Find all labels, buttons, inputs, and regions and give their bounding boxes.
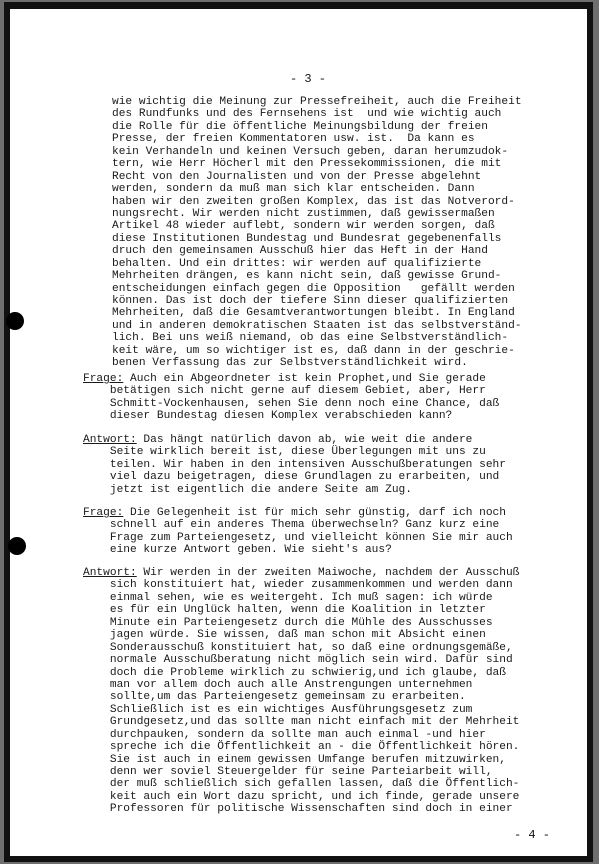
text-line: normale Ausschußberatung nicht möglich sein wird. Dafür sind [83,654,513,667]
text-line: durchpauken, sondern da sollte man auch einmal -und hier [83,728,486,741]
text-line: die Rolle für die öffentliche Meinungsbildung der freien [112,120,488,133]
text-line: Grundgesetz,und das sollte man nicht einfach mit der Mehrheit [83,716,520,729]
text-line: tern, wie Herr Höcherl mit den Pressekommissionen, die mit [112,158,502,171]
text-line [83,567,519,579]
text-line: jetzt ist eigentlich die andere Seite am Zug. [83,483,412,496]
text-line: behalten. Und ein drittes: wir werden auf qualifizierte [112,257,482,270]
text-line: es für ein Unglück halten, wenn die Koalition in letzter [83,604,486,617]
text-line: sollte,um das Parteiengesetz gemeinsam zu erarbeiten. [83,691,466,704]
text-line [83,434,506,446]
scan-border-left [4,2,10,862]
text-line: Recht von den Journalisten und von der Presse abgelehnt [112,170,482,183]
text-line: nungsrecht. Wir werden nicht zustimmen, daß gewissermaßen [112,207,495,220]
text-line: Artikel 48 wieder auflebt, sondern wir werden sorgen, daß [112,220,495,233]
text-line: spreche ich die Öffentlichkeit an - die Öffentlichkeit hören. [83,741,520,754]
intro-paragraph [112,96,522,370]
text-line: einmal sehen, wie es weitergeht. Ich muß sagen: ich würde [83,591,493,604]
text-line: diese Institutionen Bundestag und Bundesrat gegebenenfalls [112,232,502,245]
text-line: Schließlich ist es ein wichtiges Ausführungsgesetz zum [83,703,473,716]
text-line: lich. Bei uns weiß niemand, ob das eine Selbstverständlich- [112,332,509,345]
punch-hole-lower [8,537,26,555]
speaker-label-frage: Frage: [83,507,124,519]
text-line: Sonderausschuß konstituiert hat, so daß eine ordnungsgemäße, [83,641,513,654]
text-line: Schmitt-Vockenhausen, sehen Sie denn noch eine Chance, daß [83,397,500,410]
text-line: Frage zum Parteiengesetz, und vielleicht können Sie mir auch [83,531,513,544]
page-number: - 3 - [290,72,327,86]
text-line: des Rundfunks und des Fernsehens ist und wie wichtig auch [112,108,502,121]
scan-border-right [587,2,593,862]
question-block [83,373,499,423]
text-line: benen Verfassung das zur Selbstverständlichkeit wird. [112,357,468,370]
text-line: Sie ist auch in einem gewissen Umfange berufen mitzuwirken, [83,753,506,766]
text-line: kein Verhandeln und keinen Versuch geben, daran herumzudok- [112,145,509,158]
text-line: keit auch ein Wort dazu spricht, und ich finde, gerade unsere [83,790,520,803]
text-line-content: Die Gelegenheit ist für mich sehr günstig, darf ich noch [123,507,506,519]
text-line: Minute ein Parteiengesetz durch die Mühle des Ausschusses [83,616,493,629]
next-page-marker: - 4 - [514,828,551,842]
text-line: druch den gemeinsamen Ausschuß hier das Heft in der Hand [112,245,488,258]
answer-block [83,434,506,496]
text-line: jagen würde. Sie wissen, daß man schon mit Absicht einen [83,629,486,642]
text-line: viel dazu beigetragen, diese Grundlagen zu erarbeiten, und [83,471,500,484]
punch-hole-upper [6,312,24,330]
text-line: der muß schließlich sich gefallen lassen, daß die Öffentlich- [83,778,520,791]
speaker-label-frage: Frage: [83,373,124,385]
text-line: und in anderen demokratischen Staaten ist das selbstverständ- [112,319,522,332]
text-line: Mehrheiten, daß die Gesamtverantwortungen bleibt. In England [112,307,515,320]
text-line: sich konstituiert hat, wieder zusammenkommen und werden dann [83,579,513,592]
text-line: denn wer soviel Steuergelder für seine Parteiarbeit will, [83,766,493,778]
text-line: teilen. Wir haben in den intensiven Ausschußberatungen sehr [83,458,506,471]
text-line: doch die Probleme wirklich zu schwierig,und ich glaube, daß [83,666,506,679]
text-line: Seite wirklich bereit ist, diese Überlegungen mit uns zu [83,446,486,459]
text-line-content: Auch ein Abgeordneter ist kein Prophet,und Sie gerade [123,373,486,385]
text-line: betätigen sich nicht gerne auf diesem Gebiet, aber, Herr [83,385,486,398]
text-line: können. Das ist doch der tiefere Sinn dieser qualifizierten [112,295,509,307]
text-line: entscheidungen einfach gegen die Opposition gefällt werden [112,282,515,295]
text-line: Mehrheiten drängen, es kann nicht sein, daß gewisse Grund- [112,270,502,283]
text-line-content: Wir werden in der zweiten Maiwoche, nachdem der Ausschuß [136,567,520,579]
text-line: wie wichtig die Meinung zur Pressefreiheit, auch die Freiheit [112,96,522,108]
question-block [83,507,513,557]
text-line: man vor allem doch auch alle Anstrengungen unternehmen [83,678,473,691]
text-line: werden, sondern da muß man sich klar entscheiden. Dann [112,183,475,196]
text-line [83,373,499,385]
text-line: Presse, der freien Kommentatoren usw. ist. Da kann es [112,133,475,146]
text-line: schnell auf ein anderes Thema überwechseln? Ganz kurz eine [83,519,500,532]
text-line: haben wir den zweiten großen Komplex, das ist das Notverord- [112,195,515,208]
text-line [83,507,513,519]
scan-border-bottom [4,856,593,862]
answer-block [83,567,519,816]
scan-border-top [4,2,593,9]
speaker-label-antwort: Antwort: [83,567,137,579]
text-line-content: Das hängt natürlich davon ab, wie weit die andere [136,434,473,446]
text-line: dieser Bundestag diesen Komplex verabschieden kann? [83,410,453,423]
text-line: eine kurze Antwort geben. Wie sieht's aus? [83,544,392,557]
text-line: Professoren für politische Wissenschaften sind doch in einer [83,803,513,816]
speaker-label-antwort: Antwort: [83,434,137,446]
document-page [4,2,593,862]
text-line: keit wäre, um so wichtiger ist es, daß dann in der geschrie- [112,344,515,357]
